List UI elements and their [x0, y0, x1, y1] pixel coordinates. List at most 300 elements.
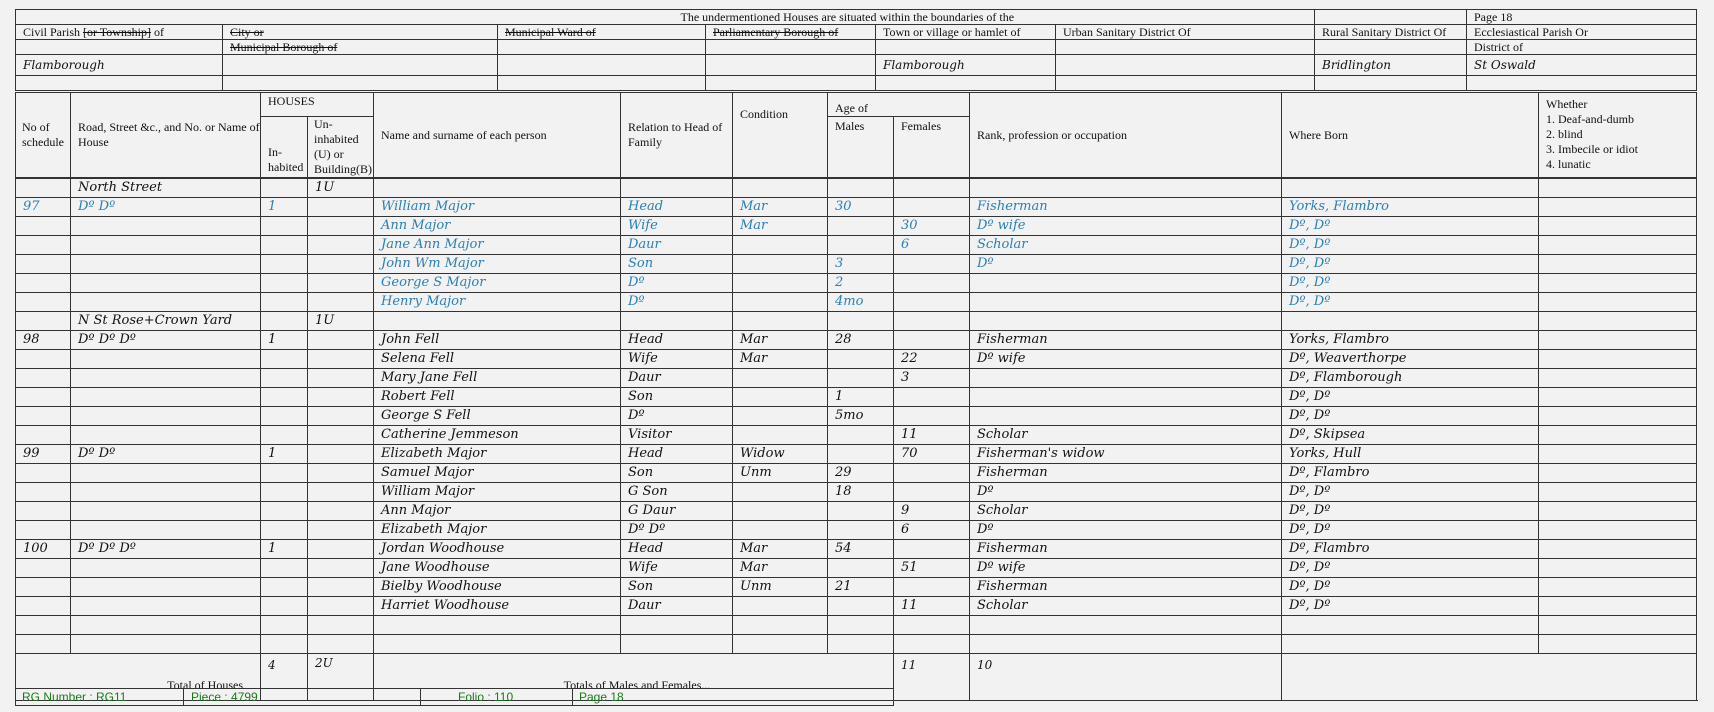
ecclesiastical-value: St Oswald [1467, 55, 1697, 76]
cell-where-born: Yorks, Flambro [1282, 198, 1539, 217]
cell-whether [1539, 217, 1697, 236]
cell-road: Dº Dº [71, 198, 261, 217]
cell-occupation: Fisherman [970, 578, 1282, 597]
table-row [16, 464, 1697, 483]
cell-road [71, 407, 261, 426]
table-row [16, 521, 1697, 540]
civil-parish-label: Civil Parish [or Township] of [16, 25, 223, 40]
cell-whether [1539, 559, 1697, 578]
cell-where-born: Dº, Skipsea [1282, 426, 1539, 445]
cell-uninhabited [308, 616, 374, 635]
cell-uninhabited [308, 236, 374, 255]
cell-whether [1539, 198, 1697, 217]
cell-name: Samuel Major [374, 464, 621, 483]
cell-whether [1539, 293, 1697, 312]
cell-condition [733, 274, 828, 293]
place-header [15, 9, 1697, 91]
col-houses: HOUSES [261, 93, 374, 117]
cell-where-born: Dº, Dº [1282, 502, 1539, 521]
cell-males: 30 [828, 198, 894, 217]
cell-inhabited [261, 179, 308, 198]
cell-females: 11 [894, 426, 970, 445]
cell-uninhabited [308, 502, 374, 521]
cell-inhabited: 1 [261, 198, 308, 217]
cell-occupation: Fisherman's widow [970, 445, 1282, 464]
cell-whether [1539, 616, 1697, 635]
cell-condition [733, 255, 828, 274]
cell-name: Elizabeth Major [374, 521, 621, 540]
cell-condition: Unm [733, 578, 828, 597]
cell-name: Ann Major [374, 502, 621, 521]
col-where-born: Where Born [1282, 93, 1539, 178]
cell-whether [1539, 464, 1697, 483]
cell-occupation [970, 407, 1282, 426]
rural-label: Rural Sanitary District Of [1315, 25, 1467, 40]
cell-where-born [1282, 635, 1539, 654]
cell-uninhabited [308, 369, 374, 388]
cell-uninhabited [308, 635, 374, 654]
cell-name [374, 312, 621, 331]
urban-label: Urban Sanitary District Of [1056, 25, 1315, 40]
cell-road: Dº Dº [71, 445, 261, 464]
cell-relation: Son [621, 578, 733, 597]
table-row [16, 179, 1697, 198]
cell-whether [1539, 388, 1697, 407]
cell-relation: G Son [621, 483, 733, 502]
cell-relation [621, 635, 733, 654]
cell-males [828, 369, 894, 388]
cell-road [71, 578, 261, 597]
cell-road [71, 521, 261, 540]
cell-condition: Mar [733, 331, 828, 350]
cell-road [71, 217, 261, 236]
cell-schedule [16, 559, 71, 578]
cell-name: Jane Woodhouse [374, 559, 621, 578]
whether-item: 4. lunatic [1546, 157, 1591, 171]
cell-inhabited [261, 502, 308, 521]
cell-where-born [1282, 616, 1539, 635]
cell-inhabited [261, 616, 308, 635]
cell-occupation: Dº wife [970, 350, 1282, 369]
cell-whether [1539, 445, 1697, 464]
cell-males: 28 [828, 331, 894, 350]
cell-males [828, 597, 894, 616]
cell-inhabited [261, 236, 308, 255]
cell-schedule [16, 464, 71, 483]
cell-schedule: 97 [16, 198, 71, 217]
cell-schedule [16, 426, 71, 445]
ecclesiastical-label: Ecclesiastical Parish Or [1467, 25, 1697, 40]
cell-road [71, 635, 261, 654]
cell-females: 11 [894, 597, 970, 616]
cell-where-born: Dº, Flamborough [1282, 369, 1539, 388]
cell-occupation [970, 616, 1282, 635]
cell-females [894, 312, 970, 331]
cell-road [71, 597, 261, 616]
cell-females: 6 [894, 521, 970, 540]
cell-whether [1539, 578, 1697, 597]
cell-males: 1 [828, 388, 894, 407]
cell-males: 21 [828, 578, 894, 597]
cell-schedule [16, 350, 71, 369]
col-road: Road, Street &c., and No. or Name of House [71, 93, 261, 178]
cell-condition: Mar [733, 350, 828, 369]
cell-schedule [16, 293, 71, 312]
cell-relation: Head [621, 540, 733, 559]
cell-whether [1539, 426, 1697, 445]
cell-name [374, 616, 621, 635]
cell-whether [1539, 369, 1697, 388]
total-uninhabited: 2U [308, 654, 374, 701]
cell-schedule [16, 521, 71, 540]
cell-females [894, 483, 970, 502]
cell-name: Bielby Woodhouse [374, 578, 621, 597]
reference-footer [15, 688, 894, 706]
cell-schedule [16, 635, 71, 654]
cell-condition: Unm [733, 464, 828, 483]
cell-inhabited [261, 597, 308, 616]
col-relation: Relation to Head of Family [621, 93, 733, 178]
cell-condition [733, 236, 828, 255]
cell-inhabited [261, 464, 308, 483]
cell-uninhabited [308, 445, 374, 464]
cell-occupation: Fisherman [970, 540, 1282, 559]
cell-whether [1539, 502, 1697, 521]
civil-parish-value: Flamborough [16, 55, 223, 76]
cell-males [828, 217, 894, 236]
cell-schedule [16, 578, 71, 597]
cell-males [828, 559, 894, 578]
cell-road [71, 388, 261, 407]
cell-where-born: Dº, Dº [1282, 236, 1539, 255]
cell-males [828, 179, 894, 198]
rural-value: Bridlington [1315, 55, 1467, 76]
cell-females [894, 179, 970, 198]
cell-males [828, 350, 894, 369]
table-row [16, 198, 1697, 217]
cell-schedule [16, 407, 71, 426]
table-row [16, 578, 1697, 597]
cell-occupation [970, 293, 1282, 312]
cell-where-born: Dº, Flambro [1282, 540, 1539, 559]
cell-occupation: Scholar [970, 597, 1282, 616]
cell-condition [733, 616, 828, 635]
cell-schedule [16, 388, 71, 407]
table-row [16, 274, 1697, 293]
cell-uninhabited [308, 293, 374, 312]
cell-whether [1539, 255, 1697, 274]
page-reference: Page 18 [579, 690, 624, 704]
cell-schedule: 99 [16, 445, 71, 464]
cell-relation: Head [621, 445, 733, 464]
cell-where-born: Yorks, Flambro [1282, 331, 1539, 350]
cell-whether [1539, 407, 1697, 426]
col-males: Males [828, 117, 894, 178]
cell-females: 51 [894, 559, 970, 578]
cell-road [71, 616, 261, 635]
cell-occupation [970, 179, 1282, 198]
cell-name: Henry Major [374, 293, 621, 312]
cell-name: Selena Fell [374, 350, 621, 369]
cell-relation: Wife [621, 350, 733, 369]
col-age-of: Age of [828, 93, 970, 117]
cell-females: 22 [894, 350, 970, 369]
cell-occupation: Dº [970, 521, 1282, 540]
cell-females [894, 198, 970, 217]
col-whether: Whether 1. Deaf-and-dumb 2. blind 3. Imbecile or idiot 4. lunatic [1539, 93, 1697, 178]
cell-whether [1539, 236, 1697, 255]
cell-where-born: Dº, Weaverthorpe [1282, 350, 1539, 369]
cell-whether [1539, 521, 1697, 540]
cell-occupation: Dº wife [970, 559, 1282, 578]
cell-schedule [16, 312, 71, 331]
cell-road: Dº Dº Dº [71, 331, 261, 350]
cell-occupation: Scholar [970, 236, 1282, 255]
cell-males: 5mo [828, 407, 894, 426]
cell-relation: Wife [621, 217, 733, 236]
cell-occupation [970, 388, 1282, 407]
cell-females [894, 274, 970, 293]
col-inhabited: In-habited [261, 117, 308, 178]
cell-road [71, 236, 261, 255]
cell-relation [621, 179, 733, 198]
col-occupation: Rank, profession or occupation [970, 93, 1282, 178]
cell-name: George S Major [374, 274, 621, 293]
cell-females [894, 578, 970, 597]
cell-condition [733, 407, 828, 426]
cell-condition: Widow [733, 445, 828, 464]
cell-inhabited [261, 293, 308, 312]
cell-where-born: Dº, Dº [1282, 274, 1539, 293]
cell-relation: Dº Dº [621, 521, 733, 540]
cell-females: 70 [894, 445, 970, 464]
cell-females [894, 616, 970, 635]
cell-road [71, 483, 261, 502]
cell-uninhabited [308, 350, 374, 369]
cell-uninhabited: 1U [308, 312, 374, 331]
cell-uninhabited [308, 597, 374, 616]
cell-occupation [970, 369, 1282, 388]
cell-uninhabited [308, 388, 374, 407]
cell-name: John Wm Major [374, 255, 621, 274]
cell-schedule [16, 217, 71, 236]
cell-females: 30 [894, 217, 970, 236]
cell-where-born [1282, 312, 1539, 331]
cell-occupation [970, 312, 1282, 331]
cell-condition [733, 635, 828, 654]
table-row [16, 635, 1697, 654]
cell-schedule [16, 616, 71, 635]
table-row [16, 255, 1697, 274]
cell-whether [1539, 274, 1697, 293]
table-row [16, 597, 1697, 616]
page-number: Page 18 [1467, 10, 1697, 25]
cell-name: Jane Ann Major [374, 236, 621, 255]
cell-name: Robert Fell [374, 388, 621, 407]
cell-uninhabited [308, 540, 374, 559]
cell-name: George S Fell [374, 407, 621, 426]
cell-name [374, 635, 621, 654]
cell-relation: Head [621, 198, 733, 217]
cell-schedule [16, 255, 71, 274]
piece-number: Piece : 4799 [191, 690, 258, 704]
cell-occupation [970, 274, 1282, 293]
cell-males [828, 312, 894, 331]
col-females: Females [894, 117, 970, 178]
cell-relation: Daur [621, 597, 733, 616]
cell-uninhabited: 1U [308, 179, 374, 198]
cell-inhabited: 1 [261, 331, 308, 350]
cell-road [71, 369, 261, 388]
cell-inhabited [261, 407, 308, 426]
cell-where-born: Dº, Dº [1282, 483, 1539, 502]
cell-uninhabited [308, 198, 374, 217]
cell-inhabited [261, 483, 308, 502]
cell-occupation: Fisherman [970, 198, 1282, 217]
cell-schedule [16, 483, 71, 502]
table-row [16, 331, 1697, 350]
table-row [16, 616, 1697, 635]
table-row [16, 312, 1697, 331]
cell-inhabited [261, 255, 308, 274]
cell-females [894, 293, 970, 312]
cell-condition: Mar [733, 198, 828, 217]
cell-road: N St Rose+Crown Yard [71, 312, 261, 331]
table-row [16, 369, 1697, 388]
total-houses-label: Total of Houses [16, 654, 261, 701]
cell-uninhabited [308, 217, 374, 236]
cell-uninhabited [308, 255, 374, 274]
cell-road [71, 255, 261, 274]
cell-males: 3 [828, 255, 894, 274]
cell-relation: Son [621, 464, 733, 483]
cell-name [374, 179, 621, 198]
cell-relation: Head [621, 331, 733, 350]
cell-inhabited [261, 578, 308, 597]
cell-road: Dº Dº Dº [71, 540, 261, 559]
table-row [16, 293, 1697, 312]
cell-schedule [16, 369, 71, 388]
col-uninhabited: Un-inhabited (U) or Building(B) [308, 117, 374, 178]
cell-relation: Son [621, 388, 733, 407]
cell-occupation: Dº [970, 483, 1282, 502]
city-label: City or [223, 25, 498, 40]
cell-uninhabited [308, 578, 374, 597]
cell-males [828, 616, 894, 635]
cell-uninhabited [308, 331, 374, 350]
cell-uninhabited [308, 407, 374, 426]
rg-number: RG Number : RG11 [22, 690, 127, 704]
cell-males: 2 [828, 274, 894, 293]
cell-inhabited [261, 426, 308, 445]
cell-road [71, 426, 261, 445]
cell-inhabited [261, 559, 308, 578]
cell-inhabited [261, 521, 308, 540]
cell-schedule [16, 502, 71, 521]
cell-name: Jordan Woodhouse [374, 540, 621, 559]
total-females: 10 [970, 654, 1282, 701]
cell-occupation: Fisherman [970, 331, 1282, 350]
whether-item: 3. Imbecile or idiot [1546, 142, 1638, 156]
cell-where-born: Dº, Dº [1282, 559, 1539, 578]
cell-road [71, 274, 261, 293]
cell-inhabited [261, 274, 308, 293]
cell-condition: Mar [733, 540, 828, 559]
town-value: Flamborough [876, 55, 1056, 76]
municipal-borough-label: Municipal Borough of [223, 40, 498, 55]
cell-females [894, 331, 970, 350]
cell-males [828, 521, 894, 540]
cell-where-born [1282, 179, 1539, 198]
cell-inhabited [261, 312, 308, 331]
cell-males: 18 [828, 483, 894, 502]
cell-inhabited: 1 [261, 540, 308, 559]
cell-inhabited: 1 [261, 445, 308, 464]
cell-males [828, 445, 894, 464]
cell-occupation: Scholar [970, 426, 1282, 445]
cell-where-born: Dº, Dº [1282, 597, 1539, 616]
cell-where-born: Dº, Dº [1282, 388, 1539, 407]
cell-relation: Daur [621, 369, 733, 388]
cell-relation: Dº [621, 274, 733, 293]
cell-where-born: Dº, Dº [1282, 407, 1539, 426]
cell-uninhabited [308, 274, 374, 293]
cell-condition: Mar [733, 559, 828, 578]
cell-occupation: Scholar [970, 502, 1282, 521]
cell-relation: Wife [621, 559, 733, 578]
cell-condition [733, 597, 828, 616]
cell-where-born: Dº, Flambro [1282, 464, 1539, 483]
cell-whether [1539, 179, 1697, 198]
cell-occupation [970, 635, 1282, 654]
cell-condition [733, 426, 828, 445]
col-schedule: No of schedule [16, 93, 71, 178]
cell-road [71, 502, 261, 521]
cell-condition: Mar [733, 217, 828, 236]
table-row [16, 540, 1697, 559]
cell-whether [1539, 597, 1697, 616]
col-condition: Condition [733, 93, 828, 178]
cell-where-born: Yorks, Hull [1282, 445, 1539, 464]
cell-whether [1539, 350, 1697, 369]
banner: The undermentioned Houses are situated within the boundaries of the [876, 10, 1315, 25]
cell-relation: Son [621, 255, 733, 274]
cell-schedule [16, 274, 71, 293]
cell-name: William Major [374, 198, 621, 217]
cell-whether [1539, 312, 1697, 331]
table-row [16, 502, 1697, 521]
cell-whether [1539, 331, 1697, 350]
cell-road [71, 464, 261, 483]
cell-uninhabited [308, 559, 374, 578]
table-row [16, 559, 1697, 578]
cell-condition [733, 312, 828, 331]
table-row [16, 445, 1697, 464]
table-row [16, 236, 1697, 255]
cell-schedule [16, 236, 71, 255]
cell-uninhabited [308, 426, 374, 445]
cell-condition [733, 293, 828, 312]
cell-relation: G Daur [621, 502, 733, 521]
total-persons-label: Totals of Males and Females... [374, 654, 894, 701]
cell-inhabited [261, 217, 308, 236]
cell-occupation: Fisherman [970, 464, 1282, 483]
cell-males [828, 426, 894, 445]
cell-relation: Dº [621, 407, 733, 426]
cell-name: Mary Jane Fell [374, 369, 621, 388]
town-label: Town or village or hamlet of [876, 25, 1056, 40]
cell-name: Harriet Woodhouse [374, 597, 621, 616]
